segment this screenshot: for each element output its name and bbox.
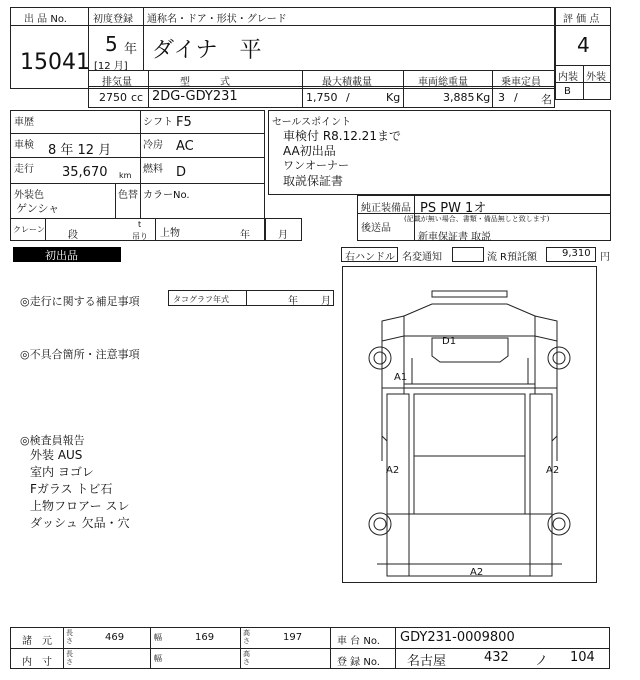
sales-title: セールスポイント — [272, 117, 352, 128]
right-hand-label: 右ハンドル — [345, 252, 395, 263]
first-reg-year: 5 — [105, 32, 118, 56]
model-value: 2DG-GDY231 — [152, 89, 238, 104]
model-label: 型 式 — [180, 77, 230, 88]
length-value: 469 — [105, 632, 125, 643]
sales-point-1: 車検付 R8.12.21まで — [283, 129, 401, 143]
mark-a2-left: A2 — [386, 465, 400, 476]
capacity-value: 3 — [498, 91, 505, 104]
height-value: 197 — [283, 632, 303, 643]
color-code-label: カラーNo. — [143, 190, 190, 201]
sales-point-4: 取説保証書 — [283, 174, 344, 188]
upper-year: 年 — [240, 230, 250, 241]
max-load-slash: / — [346, 91, 350, 104]
warranty-label: 後送品 — [361, 223, 391, 234]
shift-value: F5 — [176, 115, 192, 130]
tacho-month: 月 — [321, 296, 331, 307]
gross-weight-value: 3,885 — [443, 91, 475, 104]
mileage-value: 35,670 — [62, 165, 108, 180]
equipment-value: PS PW 1オ — [420, 201, 487, 216]
mileage-unit: km — [119, 171, 132, 180]
tacho-label: タコグラフ年式 — [173, 295, 229, 304]
score-label: 評 価 点 — [563, 14, 600, 25]
equipment-label: 純正装備品 — [361, 203, 411, 214]
gross-weight-unit: Kg — [476, 91, 491, 104]
inner-width-label: 幅 — [154, 654, 162, 663]
dims-label: 諸 元 — [22, 636, 52, 647]
capacity-unit: 名 — [541, 93, 552, 106]
registration-kana: ノ — [535, 654, 549, 669]
interior-grade: B — [564, 86, 571, 97]
shift-label: シフト — [143, 117, 173, 128]
mark-a1: A1 — [394, 372, 408, 383]
capacity-slash: / — [514, 91, 518, 104]
car-name: ダイナ 平 — [152, 38, 262, 63]
name-change-box — [452, 247, 484, 262]
registration-number: 104 — [570, 650, 595, 665]
inner-dims-label: 内 寸 — [22, 657, 52, 668]
inner-length-label: 長さ — [66, 650, 73, 666]
inspector-line-1: 外装 AUS — [30, 448, 83, 462]
inspector-line-2: 室内 ヨゴレ — [30, 465, 94, 479]
upper-month: 月 — [278, 230, 288, 241]
registration-label: 登 録 No. — [337, 657, 380, 668]
capacity-label: 乗車定員 — [501, 77, 541, 88]
history-label: 車歴 — [14, 117, 34, 128]
upper-label: 上物 — [160, 228, 180, 239]
displacement-unit: cc — [131, 91, 144, 104]
inspector-line-5: ダッシュ 欠品・穴 — [30, 516, 130, 530]
recycle-value: 9,310 — [562, 248, 591, 259]
sales-point-2: AA初出品 — [283, 144, 336, 158]
exterior-label: 外装 — [586, 72, 606, 83]
separator: 流 — [487, 252, 497, 263]
car-name-label: 通称名・ドア・形状・グレード — [147, 14, 287, 25]
first-reg-month: [12 月] — [94, 61, 128, 72]
mark-a2-right: A2 — [546, 465, 560, 476]
tacho-year: 年 — [288, 296, 298, 307]
registration-place: 名古屋 — [407, 654, 447, 669]
interior-label: 内装 — [558, 72, 578, 83]
length-label: 長さ — [66, 629, 73, 645]
crane-ton: t — [138, 220, 142, 229]
mark-a2-bottom: A2 — [470, 567, 484, 578]
inspector-label: ◎検査員報告 — [20, 434, 85, 447]
crane-hang: 吊り — [132, 232, 148, 241]
exterior-color-value: ゲンシャ — [16, 202, 60, 215]
fuel-value: D — [176, 165, 187, 180]
inspector-line-3: Fガラス トビ石 — [30, 482, 113, 496]
displacement-label: 排気量 — [102, 77, 132, 88]
name-change-label: 名変通知 — [402, 252, 442, 263]
lot-number: 15041 — [20, 50, 90, 75]
ac-value: AC — [176, 139, 194, 154]
displacement-value: 2750 — [99, 91, 127, 104]
inspector-line-4: 上物フロアー スレ — [30, 499, 130, 513]
crane-stage: 段 — [68, 230, 78, 241]
sales-point-3: ワンオーナー — [283, 159, 349, 172]
max-load-value: 1,750 — [306, 91, 338, 104]
chassis-label: 車 台 No. — [337, 636, 380, 647]
mileage-label: 走行 — [14, 164, 34, 175]
score-value: 4 — [577, 33, 590, 57]
warranty-value: 新車保証書 取説 — [418, 232, 492, 243]
exterior-color-label: 外装色 — [14, 190, 44, 201]
color-change-label: 色替 — [118, 190, 138, 201]
chassis-value: GDY231-0009800 — [400, 630, 515, 645]
max-load-unit: Kg — [386, 91, 401, 104]
max-load-label: 最大積載量 — [322, 77, 372, 88]
truck-diagram — [342, 266, 597, 583]
first-listing-text: 初出品 — [45, 249, 78, 262]
mark-d1: D1 — [442, 336, 457, 347]
warranty-note: (記載が無い場合、書類・備品無しと致します) — [404, 215, 550, 223]
height-label: 高さ — [243, 629, 250, 645]
first-listing-bar — [13, 247, 121, 262]
year-unit: 年 — [124, 42, 138, 57]
width-value: 169 — [195, 632, 215, 643]
lot-label: 出 品 No. — [24, 14, 67, 25]
gross-weight-label: 車両総重量 — [418, 77, 468, 88]
driving-notes-label: ◎走行に関する補足事項 — [20, 295, 140, 308]
registration-class: 432 — [484, 650, 509, 665]
ac-label: 冷房 — [143, 140, 163, 151]
recycle-unit: 円 — [600, 252, 610, 263]
recycle-label: R預託額 — [500, 252, 537, 263]
width-label: 幅 — [154, 633, 162, 642]
defects-label: ◎不具合箇所・注意事項 — [20, 348, 140, 361]
first-reg-label: 初度登録 — [93, 14, 133, 25]
inspection-label: 車検 — [14, 140, 34, 151]
upper-month-cell — [265, 218, 302, 241]
inspection-value: 8 年 12 月 — [48, 143, 112, 158]
fuel-label: 燃料 — [143, 164, 163, 175]
inner-height-label: 高さ — [243, 650, 250, 666]
crane-label: クレーン — [13, 225, 45, 234]
